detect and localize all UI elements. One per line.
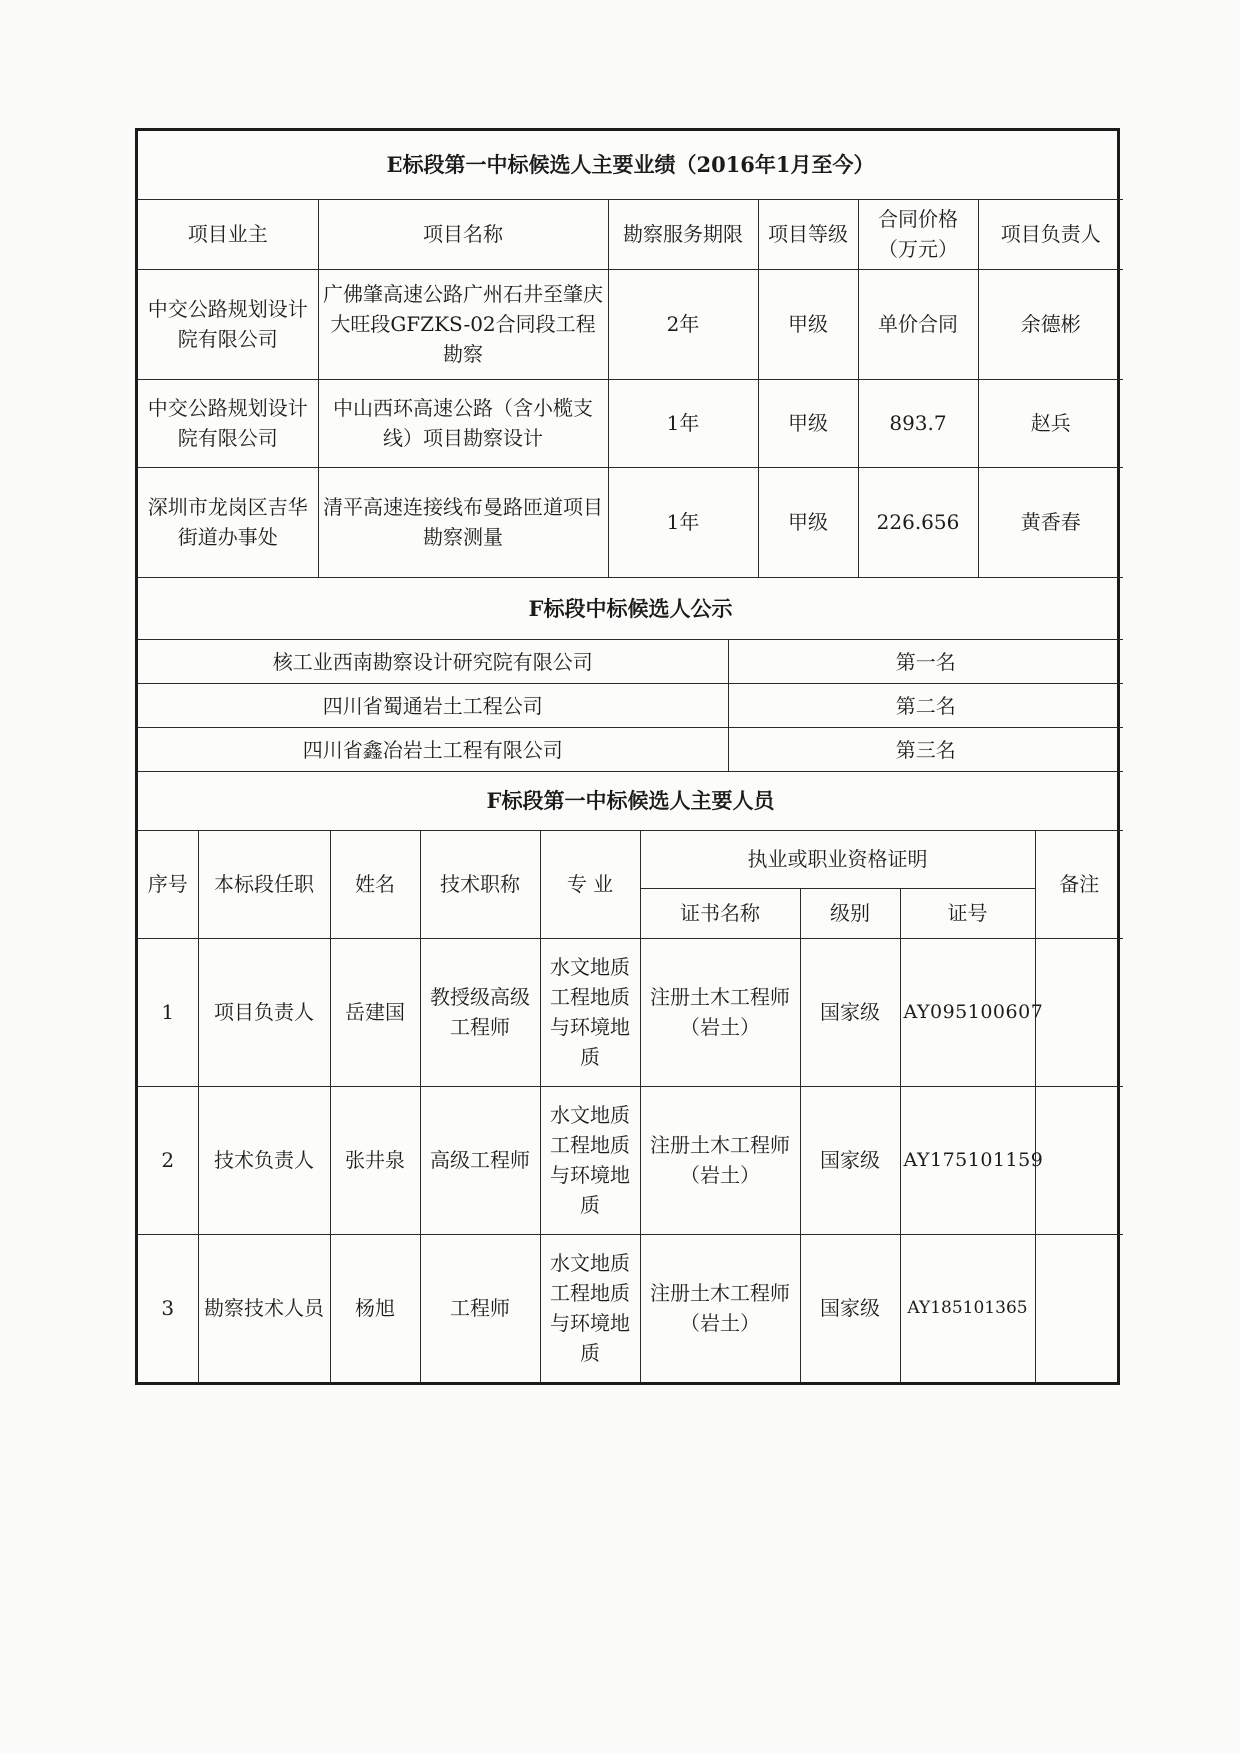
candidate-company: 核工业西南勘察设计研究院有限公司 bbox=[138, 640, 728, 684]
cell-service-period: 2年 bbox=[608, 269, 758, 379]
header-service-period: 勘察服务期限 bbox=[608, 199, 758, 269]
candidate-company: 四川省蜀通岩土工程公司 bbox=[138, 684, 728, 728]
cell-cert-name: 注册土木工程师（岩土） bbox=[640, 1086, 800, 1234]
header-no: 序号 bbox=[138, 830, 198, 938]
section-f-candidates-title: F标段中标候选人公示 bbox=[138, 578, 1123, 640]
cell-cert-name: 注册土木工程师（岩土） bbox=[640, 938, 800, 1086]
cell-level: 国家级 bbox=[800, 1234, 900, 1382]
cell-no: 2 bbox=[138, 1086, 198, 1234]
header-project-name: 项目名称 bbox=[318, 199, 608, 269]
cell-name: 杨旭 bbox=[330, 1234, 420, 1382]
table-row bbox=[138, 938, 1123, 1086]
cell-contract-price: 893.7 bbox=[858, 379, 978, 467]
candidate-company: 四川省鑫冶岩土工程有限公司 bbox=[138, 728, 728, 772]
header-leader: 项目负责人 bbox=[978, 199, 1123, 269]
candidate-rank: 第一名 bbox=[728, 640, 1123, 684]
header-major: 专 业 bbox=[540, 830, 640, 938]
cell-grade: 甲级 bbox=[758, 269, 858, 379]
cell-project-name: 广佛肇高速公路广州石井至肇庆大旺段GFZKS-02合同段工程勘察 bbox=[318, 269, 608, 379]
header-role: 本标段任职 bbox=[198, 830, 330, 938]
cell-cert-no: AY175101159 bbox=[900, 1086, 1035, 1234]
section-f-candidates-table bbox=[138, 578, 1123, 773]
section-e-title: E标段第一中标候选人主要业绩（2016年1月至今） bbox=[138, 131, 1123, 199]
cell-owner: 中交公路规划设计院有限公司 bbox=[138, 269, 318, 379]
table-row bbox=[138, 728, 1123, 772]
header-contract-price: 合同价格（万元） bbox=[858, 199, 978, 269]
cell-no: 1 bbox=[138, 938, 198, 1086]
candidate-rank: 第三名 bbox=[728, 728, 1123, 772]
header-name: 姓名 bbox=[330, 830, 420, 938]
table-row bbox=[138, 379, 1123, 467]
document-sheet bbox=[135, 128, 1120, 1385]
header-cert-no: 证号 bbox=[900, 888, 1035, 938]
cell-cert-no: AY095100607 bbox=[900, 938, 1035, 1086]
header-level: 级别 bbox=[800, 888, 900, 938]
candidate-rank: 第二名 bbox=[728, 684, 1123, 728]
table-row bbox=[138, 684, 1123, 728]
cell-level: 国家级 bbox=[800, 938, 900, 1086]
cell-role: 技术负责人 bbox=[198, 1086, 330, 1234]
header-title: 技术职称 bbox=[420, 830, 540, 938]
table-row bbox=[138, 269, 1123, 379]
cell-cert-no: AY185101365 bbox=[900, 1234, 1035, 1382]
cell-name: 岳建国 bbox=[330, 938, 420, 1086]
cell-major: 水文地质工程地质与环境地质 bbox=[540, 1086, 640, 1234]
section-f-staff-table bbox=[138, 772, 1123, 1382]
cell-leader: 余德彬 bbox=[978, 269, 1123, 379]
cell-name: 张井泉 bbox=[330, 1086, 420, 1234]
cell-cert-name: 注册土木工程师（岩土） bbox=[640, 1234, 800, 1382]
cell-remark bbox=[1035, 938, 1123, 1086]
header-grade: 项目等级 bbox=[758, 199, 858, 269]
cell-project-name: 清平高速连接线布曼路匝道项目勘察测量 bbox=[318, 467, 608, 577]
table-row bbox=[138, 640, 1123, 684]
table-row bbox=[138, 467, 1123, 577]
cell-title: 教授级高级工程师 bbox=[420, 938, 540, 1086]
header-owner: 项目业主 bbox=[138, 199, 318, 269]
header-cert-name: 证书名称 bbox=[640, 888, 800, 938]
cell-title: 工程师 bbox=[420, 1234, 540, 1382]
cell-leader: 赵兵 bbox=[978, 379, 1123, 467]
cell-service-period: 1年 bbox=[608, 379, 758, 467]
cell-contract-price: 226.656 bbox=[858, 467, 978, 577]
cell-remark bbox=[1035, 1086, 1123, 1234]
cell-service-period: 1年 bbox=[608, 467, 758, 577]
cell-grade: 甲级 bbox=[758, 467, 858, 577]
header-cert-group: 执业或职业资格证明 bbox=[640, 830, 1035, 888]
cell-remark bbox=[1035, 1234, 1123, 1382]
cell-project-name: 中山西环高速公路（含小榄支线）项目勘察设计 bbox=[318, 379, 608, 467]
table-row bbox=[138, 1086, 1123, 1234]
cell-grade: 甲级 bbox=[758, 379, 858, 467]
header-remark: 备注 bbox=[1035, 830, 1123, 938]
section-e-table bbox=[138, 131, 1123, 578]
table-row bbox=[138, 1234, 1123, 1382]
cell-owner: 中交公路规划设计院有限公司 bbox=[138, 379, 318, 467]
cell-leader: 黄香春 bbox=[978, 467, 1123, 577]
cell-contract-price: 单价合同 bbox=[858, 269, 978, 379]
cell-major: 水文地质工程地质与环境地质 bbox=[540, 1234, 640, 1382]
cell-role: 勘察技术人员 bbox=[198, 1234, 330, 1382]
cell-major: 水文地质工程地质与环境地质 bbox=[540, 938, 640, 1086]
section-f-staff-title: F标段第一中标候选人主要人员 bbox=[138, 772, 1123, 830]
cell-role: 项目负责人 bbox=[198, 938, 330, 1086]
cell-level: 国家级 bbox=[800, 1086, 900, 1234]
cell-no: 3 bbox=[138, 1234, 198, 1382]
cell-title: 高级工程师 bbox=[420, 1086, 540, 1234]
cell-owner: 深圳市龙岗区吉华街道办事处 bbox=[138, 467, 318, 577]
